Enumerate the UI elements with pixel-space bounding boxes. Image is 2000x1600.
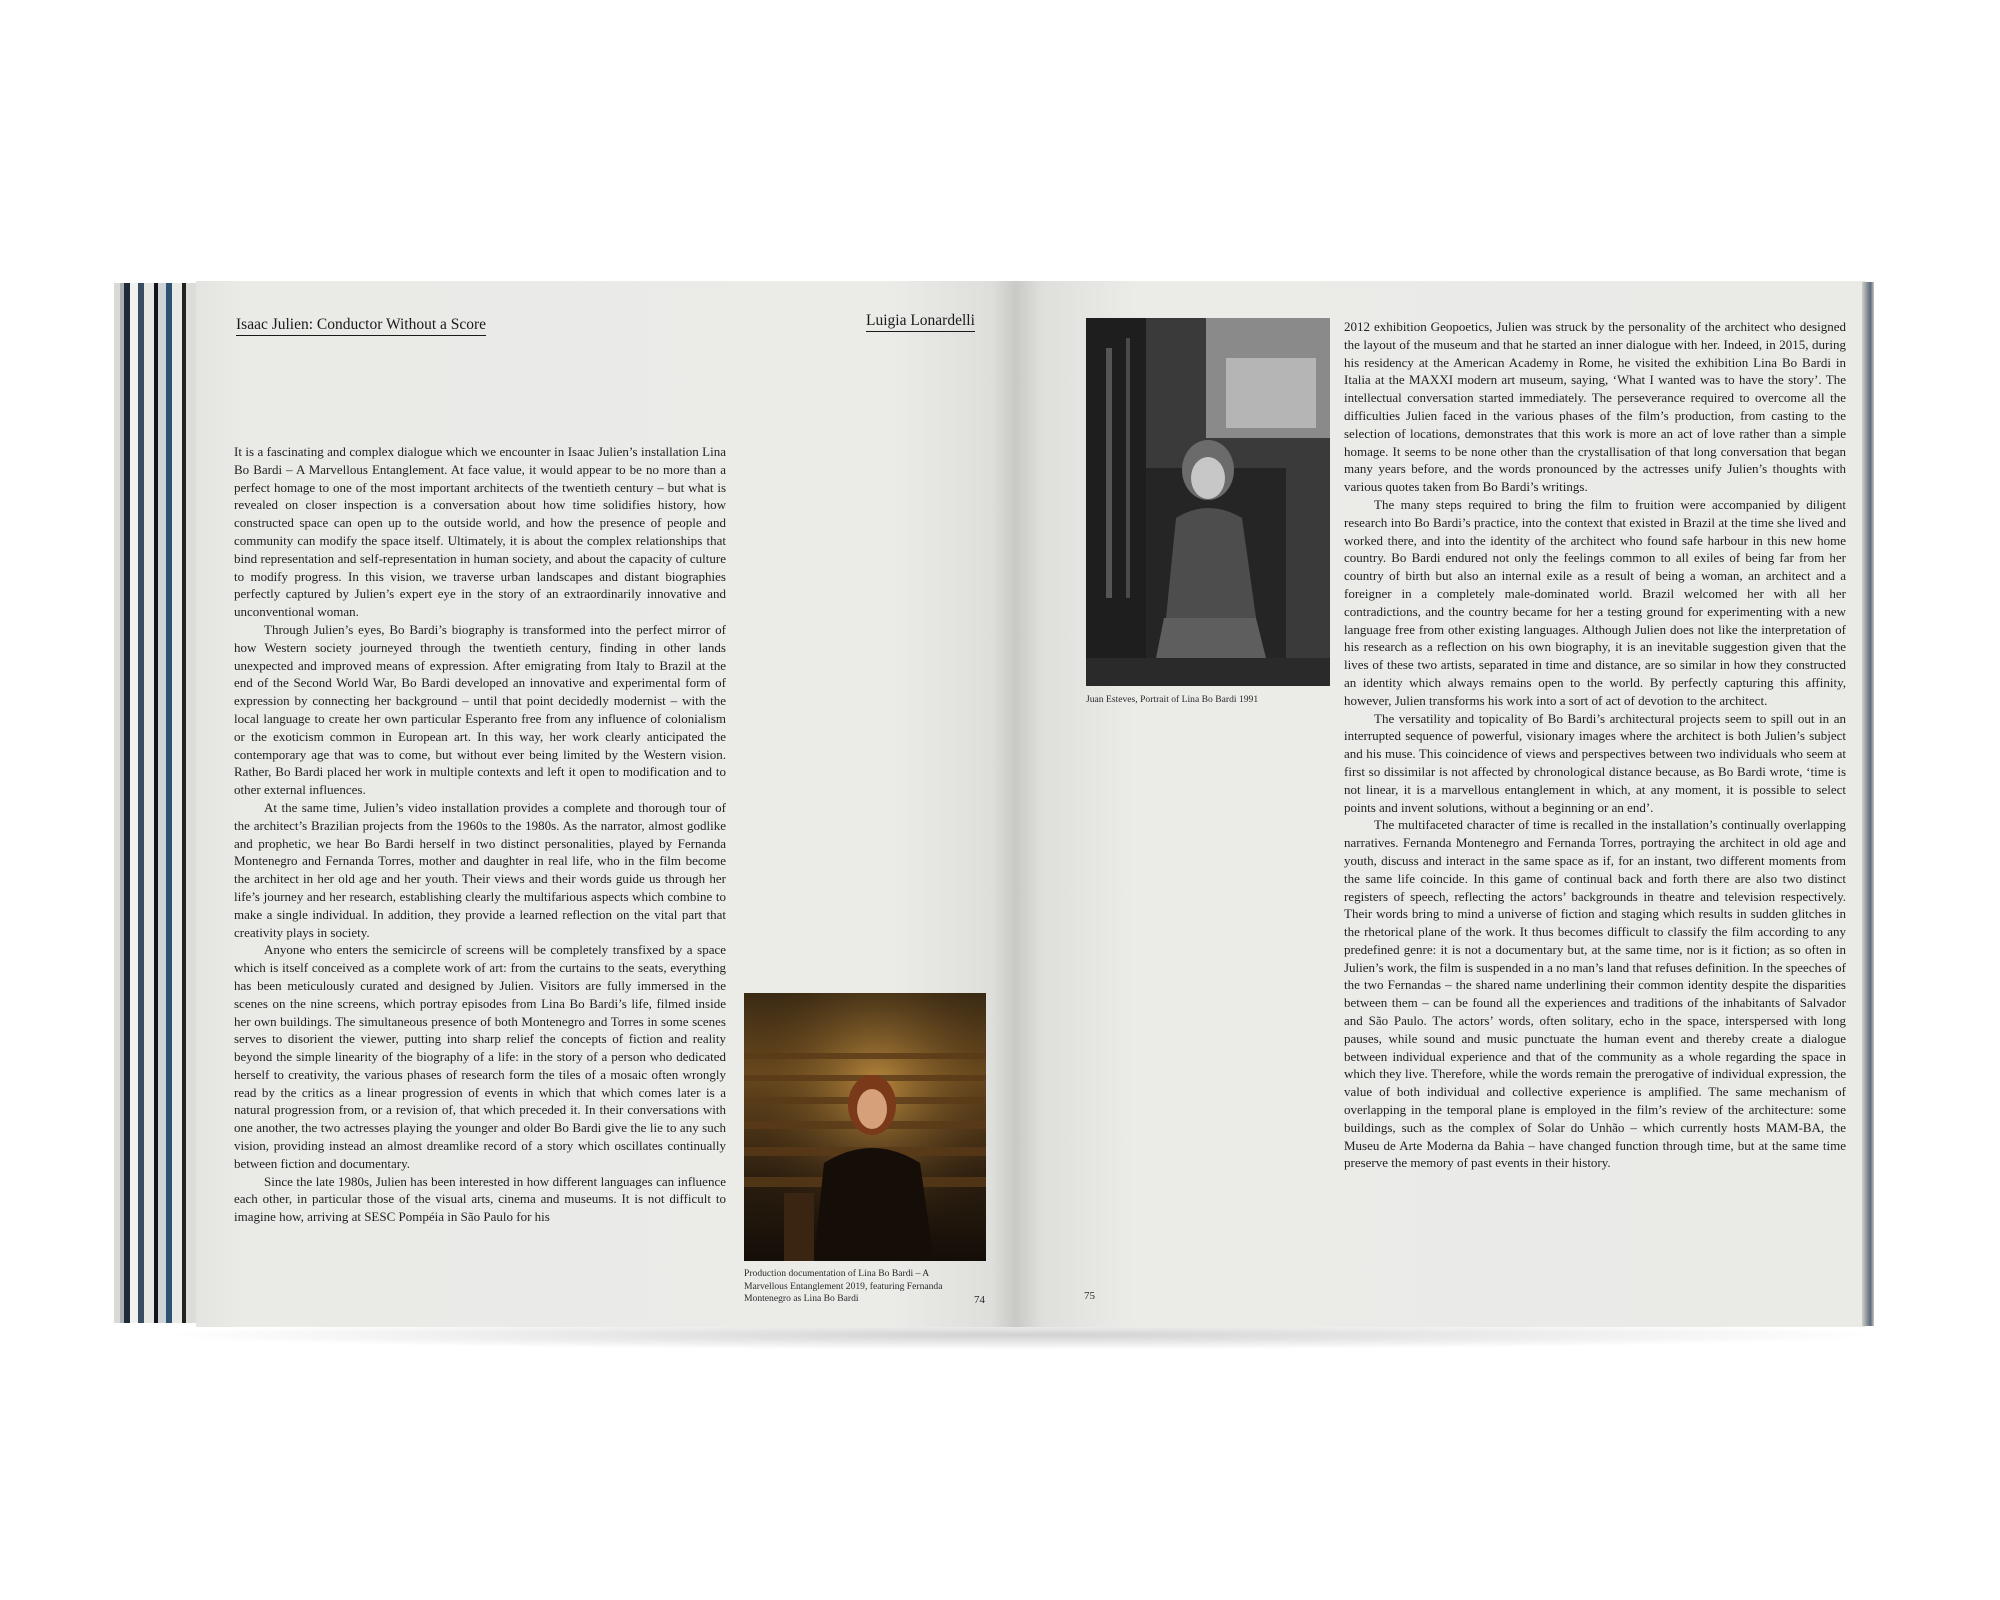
right-page-edges	[1862, 282, 1874, 1326]
portrait-photo	[1086, 318, 1330, 686]
production-photo	[744, 993, 986, 1261]
paragraph: Anyone who enters the semicircle of screens will be completely transfixed by a space which is itself conceived as a complete work of art: from the curtains to the seats, everything has been meticulously curated and designed by Julien. Visitors are fully immersed in the scenes on the nine screens, which portray episodes from Lina Bo Bardi’s life, filmed inside her own buildings. The simultaneous presence of both Montenegro and Torres in some scenes serves to disorient the viewer, putting into sharp relief the concepts of fiction and reality beyond the simple linearity of the biography of a life: in the story of a person who dedicated herself to creativity, the various phases of research form the tiles of a mosaic often wrongly read by the critics as a linear progression of events in which that which comes later is a natural progression from, or a revision of, that which preceded it. In their conversations with one another, the two actresses playing the younger and older Bo Bardi give the lie to any such vision, providing instead an almost dreamlike record of a story which oscillates continually between fiction and documentary.	[234, 942, 726, 1171]
running-head-author: Luigia Lonardelli	[866, 312, 975, 332]
paragraph: Through Julien’s eyes, Bo Bardi’s biography is transformed into the perfect mirror of how Western society journeyed through the twentieth century, finding in other lands unexpected and improved means of expression. After emigrating from Italy to Brazil at the end of the Second World War, Bo Bardi developed an innovative and experimental form of expression by connecting her background – until that point decidedly modernist – with the local language to create her own particular Esperanto free from any influence of colonialism or the exoticism common in European art. In this way, her work clearly anticipated the contemporary age that was to come, but without ever being limited by the Western vision. Rather, Bo Bardi placed her work in multiple contexts and left it open to modification and to other external influences.	[234, 621, 726, 798]
page-edges	[114, 283, 196, 1323]
photo-caption-left: Production documentation of Lina Bo Bardi – A Marvellous Entanglement 2019, featuring Fernanda Montenegro as Lina Bo Bardi	[744, 1268, 943, 1304]
page-number-right: 75	[1084, 1290, 1095, 1302]
paragraph: 2012 exhibition Geopoetics, Julien was struck by the personality of the architect who designed the layout of the museum and that he started an inner dialogue with her. Indeed, in 2015, during his residency at the American Academy in Rome, he visited the exhibition Lina Bo Bardi in Italia at the MAXXI modern art museum, saying, ‘What I wanted was to have the story’. The intellectual conversation started immediately. The perseverance required to overcome all the difficulties Julien faced in the various phases of the film’s production, from casting to the selection of locations, demonstrates that this work is more an act of love rather than a simple homage. It seems to be none other than the crystallisation of that long conversation that began many years before, and the words pronounced by the actresses unify Julien’s thoughts with various quotes taken from Bo Bardi’s writings.	[1344, 319, 1846, 495]
left-column-text	[234, 443, 726, 1226]
paragraph: It is a fascinating and complex dialogue which we encounter in Isaac Julien’s installation Lina Bo Bardi – A Marvellous Entanglement. At face value, it would appear to be no more than a perfect homage to one of the most important architects of the twentieth century – but what is revealed on closer inspection is a conversation about how time solidifies history, how constructed space can open up to the outside world, and how the presence of people and community can modify the space itself. Ultimately, it is about the complex relationships that bind representation and self-representation in human society, and about the capacity of culture to modify progress. In this vision, we traverse urban landscapes and distant biographies perfectly captured by Julien’s expert eye in the story of an extraordinarily innovative and unconventional woman.	[234, 444, 726, 620]
paragraph: The versatility and topicality of Bo Bardi’s architectural projects seem to spill out in an interrupted sequence of powerful, visionary images where the architect is both Julien’s subject and his muse. This coincidence of views and perspectives between two individuals who seem at first so dissimilar is not affected by chronological distance because, as Bo Bardi wrote, ‘time is not linear, it is a marvellous entanglement in which, at any moment, it is possible to select points and invent solutions, without a beginning or an end’.	[1344, 710, 1846, 815]
paragraph: The multifaceted character of time is recalled in the installation’s continually overlapping narratives. Fernanda Montenegro and Fernanda Torres, portraying the architect in old age and youth, discuss and interact in the same space as if, for an instant, two different moments from the same life coincide. In this game of continual back and forth there are also two distinct registers of speech, reflecting the actors’ backgrounds in theatre and television respectively. Their words bring to mind a universe of fiction and staging which results in sudden glitches in the rhetorical plane of the work. It thus becomes difficult to classify the film according to any predefined genre: it is not a documentary but, at the same time, nor is it fiction; as so often in Julien’s work, the film is suspended in a no man’s land that refuses definition. In the speeches of the two Fernandas – the shared name underlining their common identity despite the disparities between them – can be found all the experiences and traditions of the inhabitants of Salvador and São Paulo. The actors’ words, often solitary, echo in the space, interspersed with long pauses, while sound and music punctuate the human event and thereby create a dialogue between individual experience and that of the community as a whole regarding the space in which they live. Therefore, while the words remain the prerogative of individual expression, the value of both individual and collective experience is amplified. The same mechanism of overlapping in the temporal plane is employed in the film’s review of the architecture: some buildings, such as the complex of Solar do Unhão – which currently hosts MAM-BA, the Museu de Arte Moderna da Bahia – have changed function through time, but at the same time preserve the memory of past events in their history.	[1344, 817, 1846, 1171]
paragraph: At the same time, Julien’s video installation provides a complete and thorough tour of the architect’s Brazilian projects from the 1960s to the 1980s. As the narrator, almost godlike and prophetic, we hear Bo Bardi herself in two distinct personalities, played by Fernanda Montenegro and Fernanda Torres, mother and daughter in real life, who in the film become the architect in her old age and her youth. Their views and their words guide us through her life’s journey and her research, establishing clearly the multifarious aspects which combine to make a single individual. In addition, they provide a learned reflection on the vital part that creativity plays in society.	[234, 799, 726, 940]
photo-caption-right: Juan Esteves, Portrait of Lina Bo Bardi 1991	[1086, 694, 1259, 705]
page-number-left: 74	[974, 1294, 985, 1306]
running-head-title: Isaac Julien: Conductor Without a Score	[236, 316, 486, 336]
paragraph: Since the late 1980s, Julien has been interested in how different languages can influence each other, in particular those of the visual arts, cinema and museums. It is not difficult to imagine how, arriving at SESC Pompéia in São Paulo for his	[234, 1173, 726, 1225]
theatre-scene-image	[744, 993, 986, 1261]
portrait-image	[1086, 318, 1330, 686]
paragraph: The many steps required to bring the film to fruition were accompanied by diligent research into Bo Bardi’s practice, into the context that existed in Brazil at the time she lived and worked there, and into the identity of the architect who found safe harbour in this new home country. Bo Bardi endured not only the feelings common to all exiles of being far from her country of birth but also an internal exile as a result of being a woman, an architect and a foreigner in a completely male-dominated world. Brazil welcomed her with all her contradictions, and the country became for her a testing ground for experimenting with a new language free from other existing languages. Although Julien does not like the interpretation of his research as a reflection on his own biography, it is an inevitable suggestion given that the lives of these two artists, separated in time and distance, are so similar in how they constructed an identity which always remains open to the world. By perfectly capturing this affinity, however, Julien transforms his work into a sort of act of devotion to the architect.	[1344, 496, 1846, 708]
right-column-text	[1344, 318, 1846, 1172]
